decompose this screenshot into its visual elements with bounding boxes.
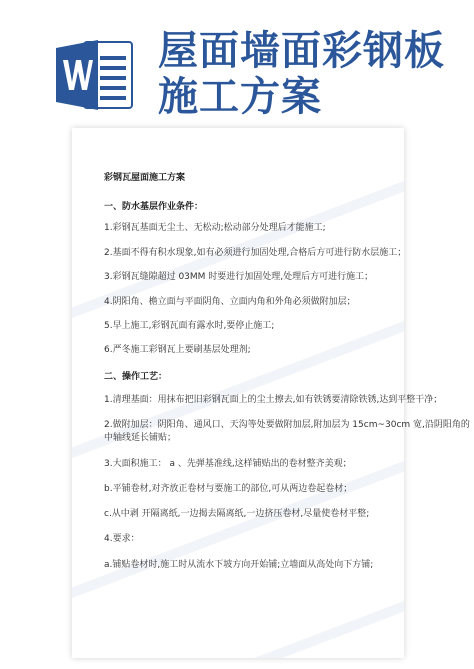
paragraph-line: a.铺贴卷材时,施工时从流水下坡方向开始铺;立墙面从高处向下方铺; [104,560,374,570]
section-heading: 一、防水基层作业条件： [104,202,204,212]
paragraph-line: 1.彩钢瓦基面无尘土、无松动;松动部分处理后才能施工; [104,223,326,233]
paragraph-line: 1.清理基面：用抹布把旧彩钢瓦面上的尘土擦去,如有铁锈要清除铁锈,达到平整干净； [104,395,443,405]
paragraph-line: 4.要求： [104,534,140,544]
paragraph-line: 6.严冬施工彩钢瓦上要刷基层处理剂; [104,345,251,355]
header [0,0,474,120]
section-heading: 二、操作工艺： [104,372,168,382]
paragraph-line: c.从中剥 开隔离纸,一边揭去隔离纸,一边挤压卷材,尽量使卷材平整; [104,509,370,519]
page-title: 屋面墙面彩钢板施工方案 [158,27,445,120]
paragraph-line: 3.彩钢瓦缝隙超过 03MM 时要进行加固处理,处理后方可进行施工； [104,272,374,282]
section-heading: 彩钢瓦屋面施工方案 [104,173,186,183]
paragraph-line: 中轴线延长铺贴； [104,433,177,443]
paragraph-line: 2.做附加层：阴阳角、通风口、天沟等处要做附加层,附加层为 15cm~30cm 宽,沿阴阳角的 [104,420,470,430]
paragraph-line: 3.大面积施工： a 、先弹基准线,这样铺贴出的卷材整齐美观； [104,459,352,469]
paragraph-line: 5.早上施工,彩钢瓦面有露水时,要停止施工; [104,321,275,331]
paragraph-line: b.平铺卷材,对齐放正卷材与要施工的部位,可从两边卷起卷材； [104,484,353,494]
paragraph-line: 4.阴阳角、檐立面与平面阴角、立面内角和外角必须做附加层； [104,297,356,307]
word-icon [54,38,136,112]
document-page [72,128,470,658]
paragraph-line: 2.基面不得有积水现象,如有必须进行加固处理,合格后方可进行防水层施工； [104,248,407,258]
